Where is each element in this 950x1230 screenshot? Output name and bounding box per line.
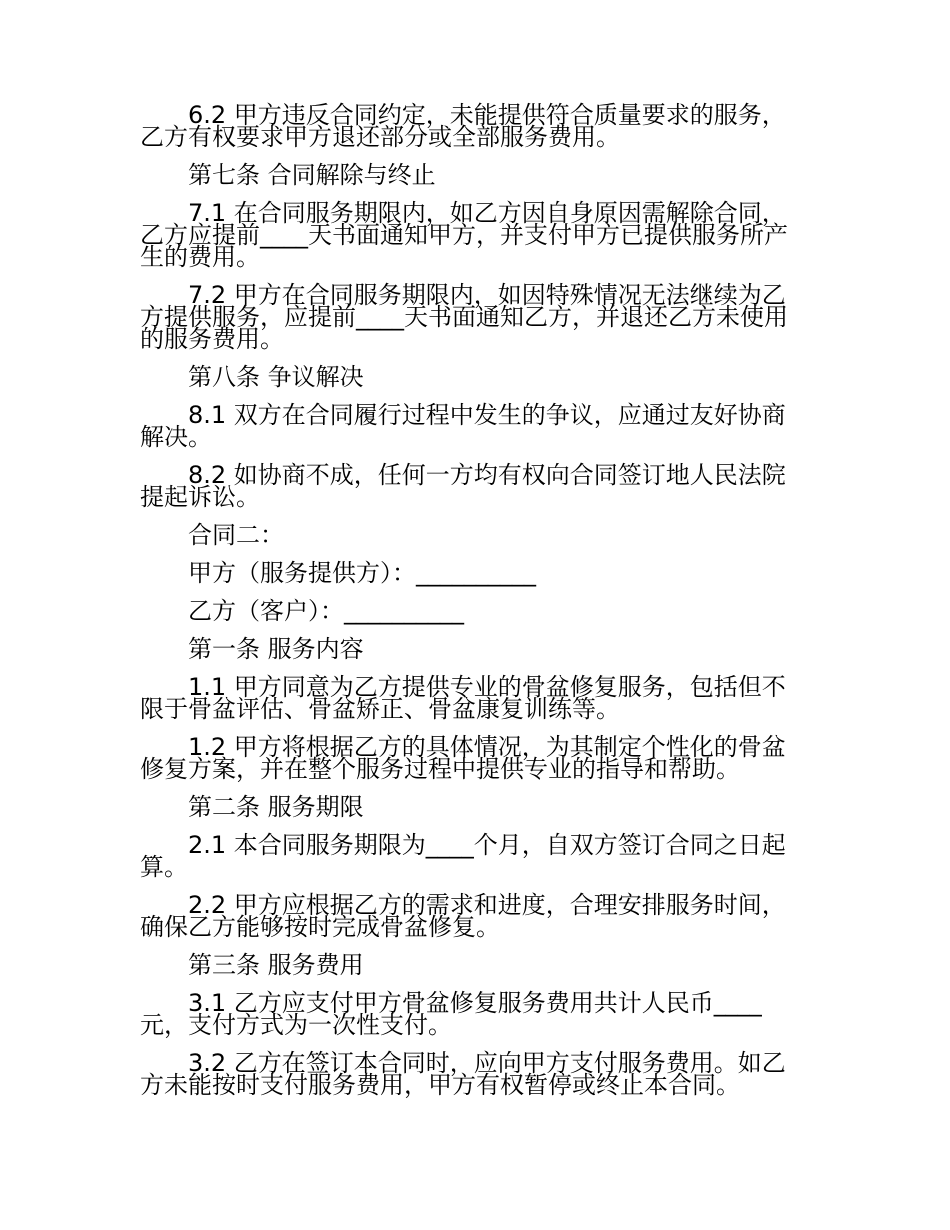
- article-8-heading: 第八条 争议解决: [188, 363, 364, 391]
- document-page: [140, 101, 808, 1112]
- article-1-heading: 第一条 服务内容: [188, 635, 364, 663]
- clause-6-2: 6.2 甲方违反合同约定，未能提供符合质量要求的服务，乙方有权要求甲方退还部分或全部服务费用。: [140, 101, 786, 151]
- clause-8-1: 8.1 双方在合同履行过程中发生的争议，应通过友好协商解决。: [140, 401, 786, 451]
- contract-two-title: 合同二：: [188, 521, 284, 549]
- clause-3-1: 3.1 乙方应支付甲方骨盆修复服务费用共计人民币____元，支付方式为一次性支付。: [140, 989, 762, 1039]
- article-3-heading: 第三条 服务费用: [188, 951, 364, 979]
- clause-7-1: 7.1 在合同服务期限内，如乙方因自身原因需解除合同，乙方应提前____天书面通知甲方，并支付甲方已提供服务所产生的费用。: [140, 199, 788, 271]
- party-a-line: 甲方（服务提供方）：__________: [188, 559, 536, 587]
- clause-7-2: 7.2 甲方在合同服务期限内，如因特殊情况无法继续为乙方提供服务，应提前____天书面通知乙方，并退还乙方未使用的服务费用。: [140, 281, 788, 353]
- clause-8-2: 8.2 如协商不成，任何一方均有权向合同签订地人民法院提起诉讼。: [140, 461, 786, 511]
- clause-2-2: 2.2 甲方应根据乙方的需求和进度，合理安排服务时间，确保乙方能够按时完成骨盆修复。: [140, 891, 786, 941]
- article-7-heading: 第七条 合同解除与终止: [188, 161, 436, 189]
- clause-1-1: 1.1 甲方同意为乙方提供专业的骨盆修复服务，包括但不限于骨盆评估、骨盆矫正、骨盆康复训练等。: [140, 673, 786, 723]
- party-b-line: 乙方（客户）：__________: [188, 597, 464, 625]
- article-2-heading: 第二条 服务期限: [188, 793, 364, 821]
- clause-1-2: 1.2 甲方将根据乙方的具体情况，为其制定个性化的骨盆修复方案，并在整个服务过程中提供专业的指导和帮助。: [140, 733, 786, 783]
- clause-3-2: 3.2 乙方在签订本合同时，应向甲方支付服务费用。如乙方未能按时支付服务费用，甲方有权暂停或终止本合同。: [140, 1049, 786, 1099]
- clause-2-1: 2.1 本合同服务期限为____个月，自双方签订合同之日起算。: [140, 831, 786, 881]
